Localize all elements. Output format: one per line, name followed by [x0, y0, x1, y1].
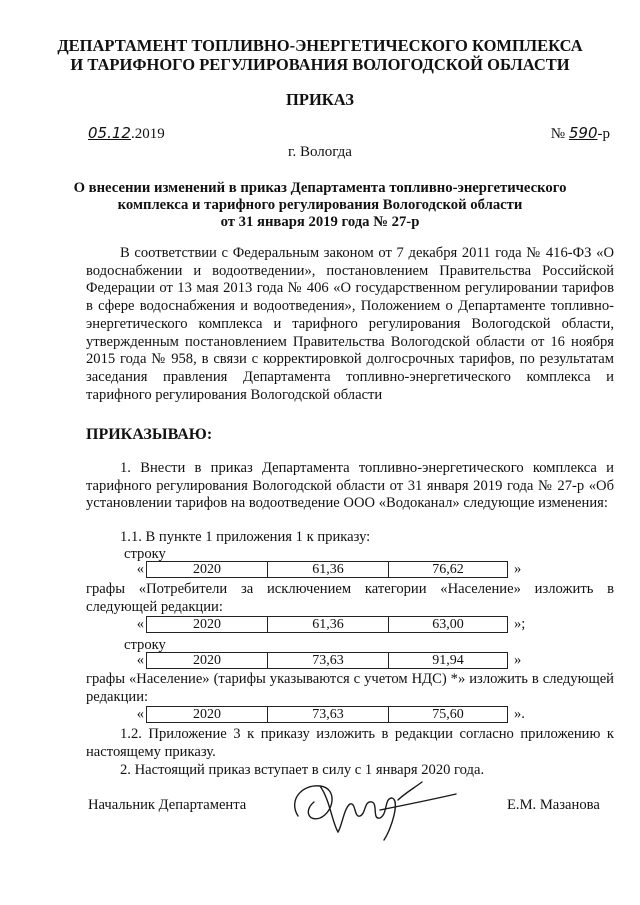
tariff-table-1	[146, 561, 508, 578]
close-quote-period: ».	[514, 706, 525, 722]
table-cell: 76,62	[389, 562, 508, 578]
row-label-1: строку	[124, 546, 166, 562]
department-line-1: ДЕПАРТАМЕНТ ТОПЛИВНО-ЭНЕРГЕТИЧЕСКОГО КОМПЛЕКСА	[57, 36, 583, 55]
order-date	[88, 124, 165, 143]
tariff-table-2	[146, 616, 508, 633]
subject-line-3: от 31 января 2019 года № 27-р	[220, 214, 420, 230]
table-cell: 2020	[147, 653, 268, 669]
tariff-row-2	[122, 616, 525, 633]
table-cell: 75,60	[389, 707, 508, 723]
close-quote: »	[514, 652, 522, 668]
table-cell: 73,63	[268, 653, 389, 669]
number-suffix: -р	[597, 126, 610, 142]
order-word: ПРИКАЗЫВАЮ:	[86, 426, 213, 443]
department-line-2: И ТАРИФНОГО РЕГУЛИРОВАНИЯ ВОЛОГОДСКОЙ ОБЛАСТИ	[70, 55, 570, 74]
row-label-2: строку	[124, 637, 166, 653]
text-population: графы «Население» (тарифы указываются с учетом НДС) *» изложить в следующей редакции:	[86, 671, 614, 705]
table-cell: 2020	[147, 562, 268, 578]
table-cell: 73,63	[268, 707, 389, 723]
table-cell: 2020	[147, 617, 268, 633]
handwritten-signature	[280, 770, 470, 850]
subject-line-1: О внесении изменений в приказ Департамента топливно-энергетического	[73, 180, 567, 196]
tariff-table-4	[146, 706, 508, 723]
number-prefix: №	[550, 126, 566, 142]
table-cell: 91,94	[389, 653, 508, 669]
handwritten-number: 590	[568, 124, 598, 142]
table-cell: 61,36	[268, 617, 389, 633]
open-quote: «	[136, 706, 144, 722]
date-year: .2019	[130, 126, 165, 142]
signature-title: Начальник Департамента	[88, 797, 247, 813]
city: г. Вологда	[288, 144, 352, 160]
tariff-row-4	[122, 706, 525, 723]
text-nonpopulation: графы «Потребители за исключением категории «Население» изложить в следующей редакции:	[86, 581, 614, 615]
open-quote: «	[136, 561, 144, 577]
item-1-1: 1.1. В пункте 1 приложения 1 к приказу:	[120, 529, 371, 545]
tariff-row-3	[122, 652, 521, 669]
signatory-name: Е.М. Мазанова	[507, 797, 600, 813]
close-quote: »	[514, 561, 522, 577]
tariff-table-3	[146, 652, 508, 669]
tariff-row-1	[122, 561, 521, 578]
close-quote-semicolon: »;	[514, 616, 526, 632]
table-cell: 61,36	[268, 562, 389, 578]
subject-line-2: комплекса и тарифного регулирования Вологодской области	[117, 197, 523, 213]
subject-title	[0, 180, 640, 231]
open-quote: «	[136, 616, 144, 632]
document-type: ПРИКАЗ	[286, 90, 354, 109]
open-quote: «	[136, 652, 144, 668]
handwritten-date: 05.12	[88, 124, 131, 142]
table-cell: 2020	[147, 707, 268, 723]
order-number	[551, 124, 610, 143]
department-header	[0, 36, 640, 74]
item-1-paragraph: 1. Внести в приказ Департамента топливно-энергетического комплекса и тарифного регулирования Вологодской области от 31 января 2019 года № 27-р «Об установлении тарифов на водоотведение ООО «Водоканал» следующие изменения:	[86, 460, 614, 512]
item-1-2: 1.2. Приложение 3 к приказу изложить в редакции согласно приложению к настоящему приказу.	[86, 726, 614, 760]
item-2: 2. Настоящий приказ вступает в силу с 1 января 2020 года.	[120, 762, 485, 778]
table-cell: 63,00	[389, 617, 508, 633]
preamble-paragraph: В соответствии с Федеральным законом от 7 декабря 2011 года № 416-ФЗ «О водоснабжении и водоотведении», постановлением Правительства Российской Федерации от 13 мая 2013 года № 406 «О государственном регулировании тарифов в сфере водоснабжения и водоотведения», Положением о Департаменте топливно-энергетического комплекса и тарифного регулирования Вологодской области, утвержденным постановлением Правительства Вологодской области от 16 ноября 2015 года № 958, в связи с корректировкой долгосрочных тарифов, по результатам заседания правления Департамента топливно-энергетического комплекса и тарифного регулирования Вологодской области	[86, 245, 614, 403]
